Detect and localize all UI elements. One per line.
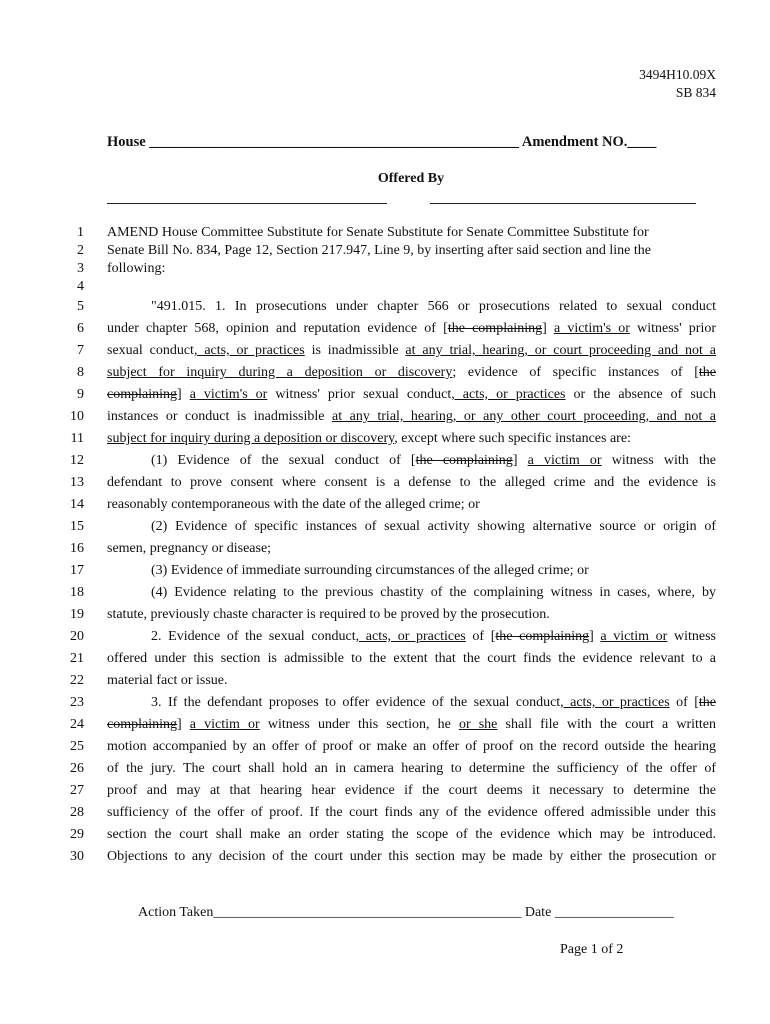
plain-text: ] (177, 717, 190, 732)
line-number: 4 (77, 279, 84, 294)
body-line (107, 431, 716, 447)
line-number: 3 (77, 261, 84, 276)
page-number: Page 1 of 2 (560, 942, 624, 957)
body-line (107, 695, 716, 711)
inserted-text: subject for inquiry during a deposition or discovery (107, 431, 395, 446)
plain-text: ] (542, 321, 554, 336)
body-line: (2) Evidence of specific instances of sexual activity showing alternative source or origin of (151, 519, 716, 534)
bill-number: SB 834 (675, 85, 716, 100)
body-line (107, 717, 716, 733)
line-number: 10 (70, 409, 84, 424)
line-number: 24 (70, 717, 84, 732)
body-line: reasonably contemporaneous with the date of the alleged crime; or (107, 497, 480, 512)
line-number: 14 (70, 497, 84, 512)
plain-text: under chapter 568, opinion and reputation evidence of [ (107, 321, 448, 336)
offered-by-line-right (430, 203, 696, 204)
body-line (107, 409, 716, 425)
body-line (107, 343, 716, 359)
line-number: 20 (70, 629, 84, 644)
body-line: section the court shall make an order stating the scope of the evidence which may be introduced. (107, 827, 716, 842)
plain-text: witness under this section, he (259, 717, 459, 732)
amend-instruction-line: following: (107, 261, 166, 276)
line-number: 30 (70, 849, 84, 864)
deleted-text: the complaining (447, 321, 543, 336)
amendment-label: Amendment NO. (521, 134, 628, 150)
body-line: (4) Evidence relating to the previous chastity of the complaining witness in cases, where, by (151, 585, 716, 600)
document-code-block (639, 66, 716, 102)
deleted-text: the complaining (415, 453, 513, 468)
offered-by-heading: Offered By (377, 171, 445, 186)
plain-text: ; evidence of specific instances of [ (452, 365, 699, 380)
line-number: 9 (77, 387, 84, 402)
inserted-text: a victim or (600, 629, 668, 644)
plain-text: instances or conduct is inadmissible (107, 409, 333, 424)
plain-text: 3. If the defendant proposes to offer evidence of the sexual conduct (151, 695, 561, 710)
line-number: 19 (70, 607, 84, 622)
body-line (107, 321, 716, 337)
deleted-text: complaining (107, 717, 177, 732)
plain-text: (1) Evidence of the sexual conduct of [ (151, 453, 416, 468)
inserted-text: a victim's or (553, 321, 630, 336)
plain-text: of [ (465, 629, 496, 644)
line-number: 26 (70, 761, 84, 776)
line-number: 1 (77, 225, 84, 240)
body-line: "491.015. 1. In prosecutions under chapter 566 or prosecutions related to sexual conduct (151, 299, 716, 314)
amendment-number-blank: ____ (627, 134, 657, 150)
plain-text: witness' prior (629, 321, 717, 336)
body-line: of the jury. The court shall hold an in camera hearing to determine the sufficiency of the offer of (107, 761, 716, 776)
plain-text: ] (177, 387, 190, 402)
body-line: proof and may at that hearing hear evidence if the court deems it necessary to determine the (107, 783, 716, 798)
line-number: 23 (70, 695, 84, 710)
line-number: 2 (77, 243, 84, 258)
action-taken-blank: ____________________________________________ (213, 905, 522, 920)
line-number: 11 (70, 431, 84, 446)
line-number: 27 (70, 783, 84, 798)
house-label: House (107, 134, 146, 150)
line-number: 28 (70, 805, 84, 820)
date-label: Date (524, 905, 552, 920)
plain-text: shall file with the court a written (497, 717, 716, 732)
line-number: 17 (70, 563, 84, 578)
body-line: sufficiency of the offer of proof. If the court finds any of the evidence offered admissible under this (107, 805, 716, 820)
plain-text: is inadmissible (304, 343, 406, 358)
line-number: 7 (77, 343, 84, 358)
amend-instruction-line: Senate Bill No. 834, Page 12, Section 217.947, Line 9, by inserting after said section and line the (107, 243, 651, 258)
plain-text: ] (589, 629, 601, 644)
inserted-text: , acts, or practices (193, 343, 305, 358)
inserted-text: or she (458, 717, 498, 732)
line-number: 29 (70, 827, 84, 842)
inserted-text: , acts, or practices (451, 387, 566, 402)
house-blank: ___________________________________________________ (149, 134, 520, 150)
inserted-text: a victim or (527, 453, 602, 468)
date-blank: _________________ (554, 905, 674, 920)
plain-text: or the absence of such (565, 387, 716, 402)
body-line: material fact or issue. (107, 673, 228, 688)
line-number: 22 (70, 673, 84, 688)
document-code: 3494H10.09X (639, 67, 716, 82)
line-number: 6 (77, 321, 84, 336)
body-line: semen, pregnancy or disease; (107, 541, 272, 556)
body-line: offered under this section is admissible to the extent that the court finds the evidence relevant to a (107, 651, 716, 666)
line-number: 25 (70, 739, 84, 754)
inserted-text: a victim's or (189, 387, 268, 402)
line-number: 18 (70, 585, 84, 600)
body-line: defendant to prove consent where consent is a defense to the alleged crime and the evidence is (107, 475, 716, 490)
line-number: 13 (70, 475, 84, 490)
body-line (107, 453, 716, 469)
plain-text: witness (667, 629, 716, 644)
body-line (107, 365, 716, 381)
body-line (107, 387, 716, 403)
body-line (107, 629, 716, 645)
inserted-text: at any trial, hearing, or any other court proceeding, and not a (332, 409, 716, 424)
plain-text: witness with the (601, 453, 716, 468)
plain-text: , except where such specific instances are: (394, 431, 631, 446)
body-line: motion accompanied by an offer of proof or make an offer of proof on the record outside the hearing (107, 739, 716, 754)
deleted-text: the (698, 695, 716, 710)
line-number: 12 (70, 453, 84, 468)
line-number: 16 (70, 541, 84, 556)
plain-text: 2. Evidence of the sexual conduct (151, 629, 356, 644)
inserted-text: a victim or (189, 717, 260, 732)
action-taken-row (138, 905, 674, 921)
line-number: 15 (70, 519, 84, 534)
inserted-text: subject for inquiry during a deposition or discovery (107, 365, 453, 380)
inserted-text: , acts, or practices (355, 629, 466, 644)
line-number: 21 (70, 651, 84, 666)
deleted-text: the (698, 365, 716, 380)
body-line: (3) Evidence of immediate surrounding circumstances of the alleged crime; or (151, 563, 589, 578)
plain-text: of [ (669, 695, 699, 710)
line-number: 8 (77, 365, 84, 380)
body-line: Objections to any decision of the court under this section may be made by either the prosecution or (107, 849, 716, 864)
plain-text: sexual conduct (107, 343, 194, 358)
action-taken-label: Action Taken (138, 905, 214, 920)
line-number: 5 (77, 299, 84, 314)
deleted-text: complaining (107, 387, 177, 402)
offered-by-line-left (107, 203, 387, 204)
amend-instruction-line: AMEND House Committee Substitute for Senate Substitute for Senate Committee Substitute for (107, 225, 649, 240)
plain-text: ] (512, 453, 528, 468)
inserted-text: , acts, or practices (560, 695, 670, 710)
house-amendment-row (107, 134, 713, 151)
inserted-text: at any trial, hearing, or court proceeding and not a (405, 343, 716, 358)
plain-text: witness' prior sexual conduct (267, 387, 452, 402)
body-line: statute, previously chaste character is required to be proved by the prosecution. (107, 607, 550, 622)
deleted-text: the complaining (495, 629, 590, 644)
